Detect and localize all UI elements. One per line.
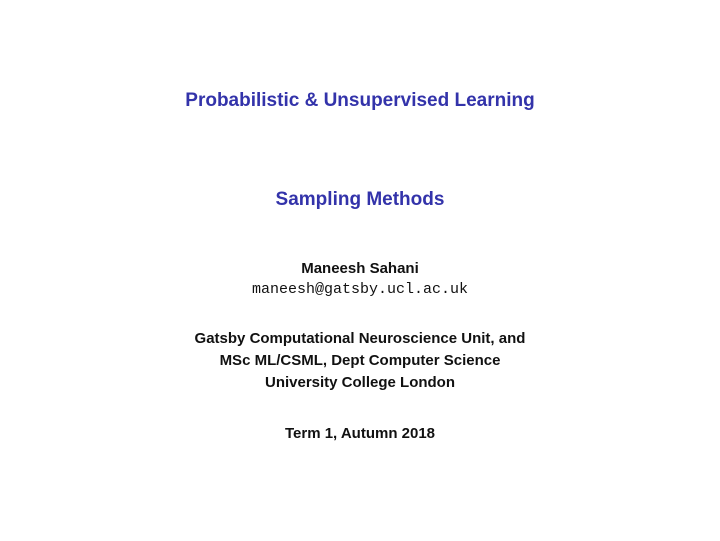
affiliation-line-1: Gatsby Computational Neuroscience Unit, and bbox=[194, 330, 526, 347]
lecture-title: Sampling Methods bbox=[275, 189, 445, 210]
course-title: Probabilistic & Unsupervised Learning bbox=[185, 90, 535, 111]
author-name: Maneesh Sahani bbox=[301, 260, 419, 277]
affiliation-line-2: MSc ML/CSML, Dept Computer Science bbox=[219, 352, 501, 369]
author-email: maneesh@gatsby.ucl.ac.uk bbox=[251, 281, 469, 298]
term-date: Term 1, Autumn 2018 bbox=[284, 425, 436, 442]
affiliation-line-3: University College London bbox=[264, 374, 456, 391]
